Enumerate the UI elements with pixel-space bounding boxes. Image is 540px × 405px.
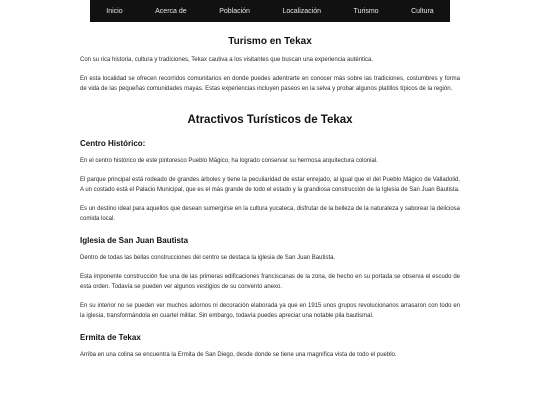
section-heading: Ermita de Tekax <box>80 333 141 343</box>
intro-paragraph: Con su rica historia, cultura y tradiciones, Tekax cautiva a los visitantes que buscan una experiencia auténtica. <box>80 57 374 63</box>
section-paragraph: En su interior no se pueden ver muchos adornos ni decoración elaborada ya que en 1915 unos grupos revolucionarios arrasaron con todo en la iglesia, transformándola en cuartel militar. Sin embargo, todavía puedes apreciar una notable pila bautismal. <box>80 302 460 319</box>
top-navbar <box>0 0 540 22</box>
section-heading: Centro Histórico: <box>80 139 146 149</box>
nav-item-turismo[interactable]: Turismo <box>353 7 379 15</box>
section-paragraph: Esta imponente construcción fue una de las primeras edificaciones franciscanas de la zona, de hecho en su portada se observa el escudo de esta orden. Todavía se pueden ver algunos vestigios de su convento anexo. <box>80 274 460 290</box>
section-paragraph: Arriba en una colina se encuentra la Ermita de San Diego, desde donde se tiene una magnífica vista de todo el pueblo. <box>80 352 397 359</box>
nav-item-acerca-de[interactable]: Acerca de <box>155 7 187 15</box>
main-content <box>80 36 460 361</box>
section-ermita <box>80 333 460 361</box>
attractions-title: Atractivos Turísticos de Tekax <box>187 114 353 127</box>
section-paragraph: Es un destino ideal para aquellos que desean sumergirse en la cultura yucateca, disfrutar de la belleza de la naturaleza y saborear la deliciosa comida local. <box>80 205 460 222</box>
nav-item-inicio[interactable]: Inicio <box>106 7 123 15</box>
section-iglesia <box>80 236 460 321</box>
section-heading: Iglesia de San Juan Bautista <box>80 236 189 246</box>
page-title: Turismo en Tekax <box>228 36 312 47</box>
section-paragraph: El parque principal está rodeado de grandes árboles y tiene la peculiaridad de estar enrejado, al igual que el del Pueblo Mágico de Valladolid. A un costado está el Palacio Municipal, que es el más grande de todo el estado y la grandiosa construcción de la Iglesia de San Juan Bautista. <box>80 177 460 193</box>
section-paragraph: Dentro de todas las bellas construcciones del centro se destaca la iglesia de San Juan Bautista. <box>80 255 336 262</box>
nav-item-cultura[interactable]: Cultura <box>411 7 434 15</box>
section-centro-historico <box>80 139 460 224</box>
navbar-menu <box>90 0 450 22</box>
nav-item-localizacion[interactable]: Localización <box>282 7 322 15</box>
nav-item-poblacion[interactable]: Población <box>219 7 250 15</box>
section-paragraph: En el centro histórico de este pintoresco Pueblo Mágico, ha logrado conservar su hermosa arquitectura colonial. <box>80 158 378 165</box>
intro-paragraph: En esta localidad se ofrecen recorridos comunitarios en donde puedes adentrarte en conocer más sobre las tradiciones, costumbres y forma de vida de las pequeñas comunidades mayas. Estas experiencias incluyen paseos en la selva y probar algunos platillos típicos de la región. <box>80 75 460 92</box>
